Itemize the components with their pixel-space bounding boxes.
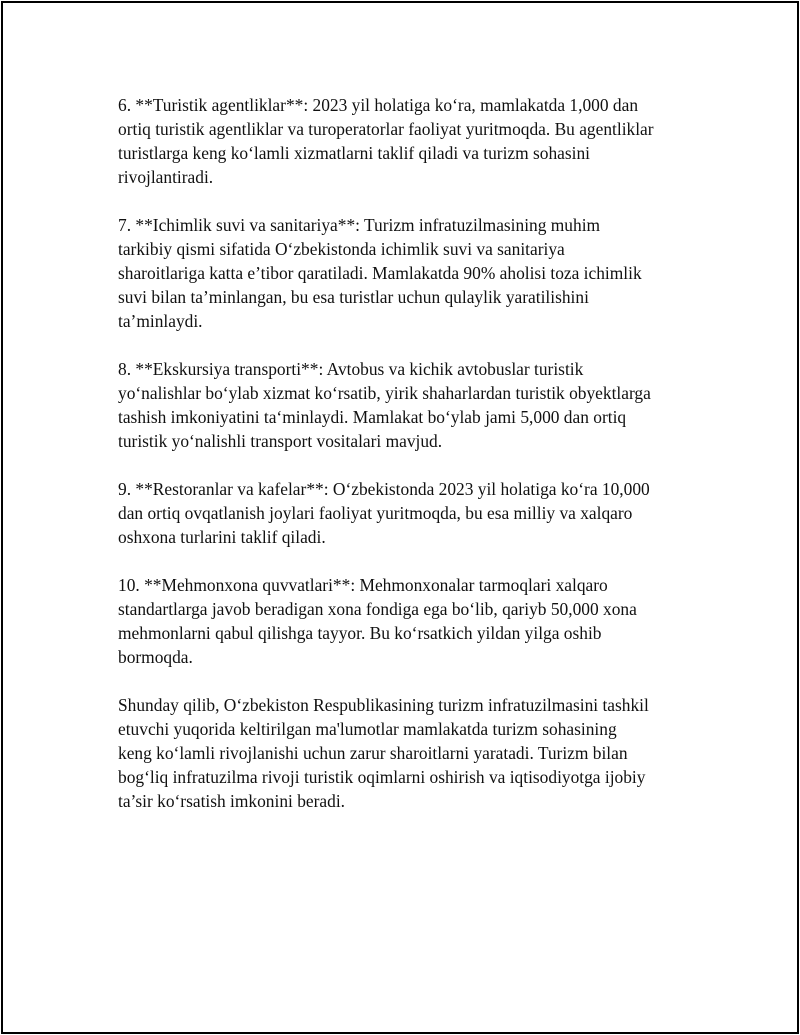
paragraph-ichimlik-suvi	[118, 213, 698, 333]
text-line: 8. **Ekskursiya transporti**: Avtobus va kichik avtobuslar turistik	[118, 359, 584, 379]
text-line: tarkibiy qismi sifatida O‘zbekistonda ichimlik suvi va sanitariya	[118, 239, 565, 259]
text-line: keng ko‘lamli rivojlanishi uchun zarur sharoitlarni yaratadi. Turizm bilan	[118, 743, 628, 763]
text-line: Shunday qilib, O‘zbekiston Respublikasining turizm infratuzilmasini tashkil	[118, 695, 649, 715]
text-line: 9. **Restoranlar va kafelar**: O‘zbekistonda 2023 yil holatiga ko‘ra 10,000	[118, 479, 650, 499]
paragraph-restoranlar	[118, 477, 698, 549]
text-line: turistik yo‘nalishli transport vositalari mavjud.	[118, 431, 443, 451]
text-line: 10. **Mehmonxona quvvatlari**: Mehmonxonalar tarmoqlari xalqaro	[118, 575, 608, 595]
text-line: oshxona turlarini taklif qiladi.	[118, 527, 326, 547]
paragraph-conclusion	[118, 693, 698, 813]
text-line: suvi bilan ta’minlangan, bu esa turistlar uchun qulaylik yaratilishini	[118, 287, 589, 307]
text-line: sharoitlariga katta e’tibor qaratiladi. Mamlakatda 90% aholisi toza ichimlik	[118, 263, 642, 283]
text-line: bog‘liq infratuzilma rivoji turistik oqimlarni oshirish va iqtisodiyotga ijobiy	[118, 767, 646, 787]
text-line: 7. **Ichimlik suvi va sanitariya**: Turizm infratuzilmasining muhim	[118, 215, 601, 235]
text-line: ta’sir ko‘rsatish imkonini beradi.	[118, 791, 346, 811]
text-line: turistlarga keng ko‘lamli xizmatlarni taklif qiladi va turizm sohasini	[118, 143, 591, 163]
text-line: rivojlantiradi.	[118, 167, 214, 187]
text-line: dan ortiq ovqatlanish joylari faoliyat yuritmoqda, bu esa milliy va xalqaro	[118, 503, 633, 523]
text-line: tashish imkoniyatini ta‘minlaydi. Mamlakat bo‘ylab jami 5,000 dan ortiq	[118, 407, 627, 427]
text-line: ortiq turistik agentliklar va turoperatorlar faoliyat yuritmoqda. Bu agentliklar	[118, 119, 654, 139]
text-line: mehmonlarni qabul qilishga tayyor. Bu ko‘rsatkich yildan yilga oshib	[118, 623, 602, 643]
paragraph-ekskursiya-transporti	[118, 357, 698, 453]
document-body	[118, 93, 698, 837]
text-line: standartlarga javob beradigan xona fondiga ega bo‘lib, qariyb 50,000 xona	[118, 599, 637, 619]
paragraph-turistik-agentliklar	[118, 93, 698, 189]
paragraph-mehmonxona	[118, 573, 698, 669]
text-line: etuvchi yuqorida keltirilgan ma'lumotlar mamlakatda turizm sohasining	[118, 719, 617, 739]
text-line: yo‘nalishlar bo‘ylab xizmat ko‘rsatib, yirik shaharlardan turistik obyektlarga	[118, 383, 651, 403]
text-line: 6. **Turistik agentliklar**: 2023 yil holatiga ko‘ra, mamlakatda 1,000 dan	[118, 95, 639, 115]
text-line: ta’minlaydi.	[118, 311, 203, 331]
text-line: bormoqda.	[118, 647, 193, 667]
